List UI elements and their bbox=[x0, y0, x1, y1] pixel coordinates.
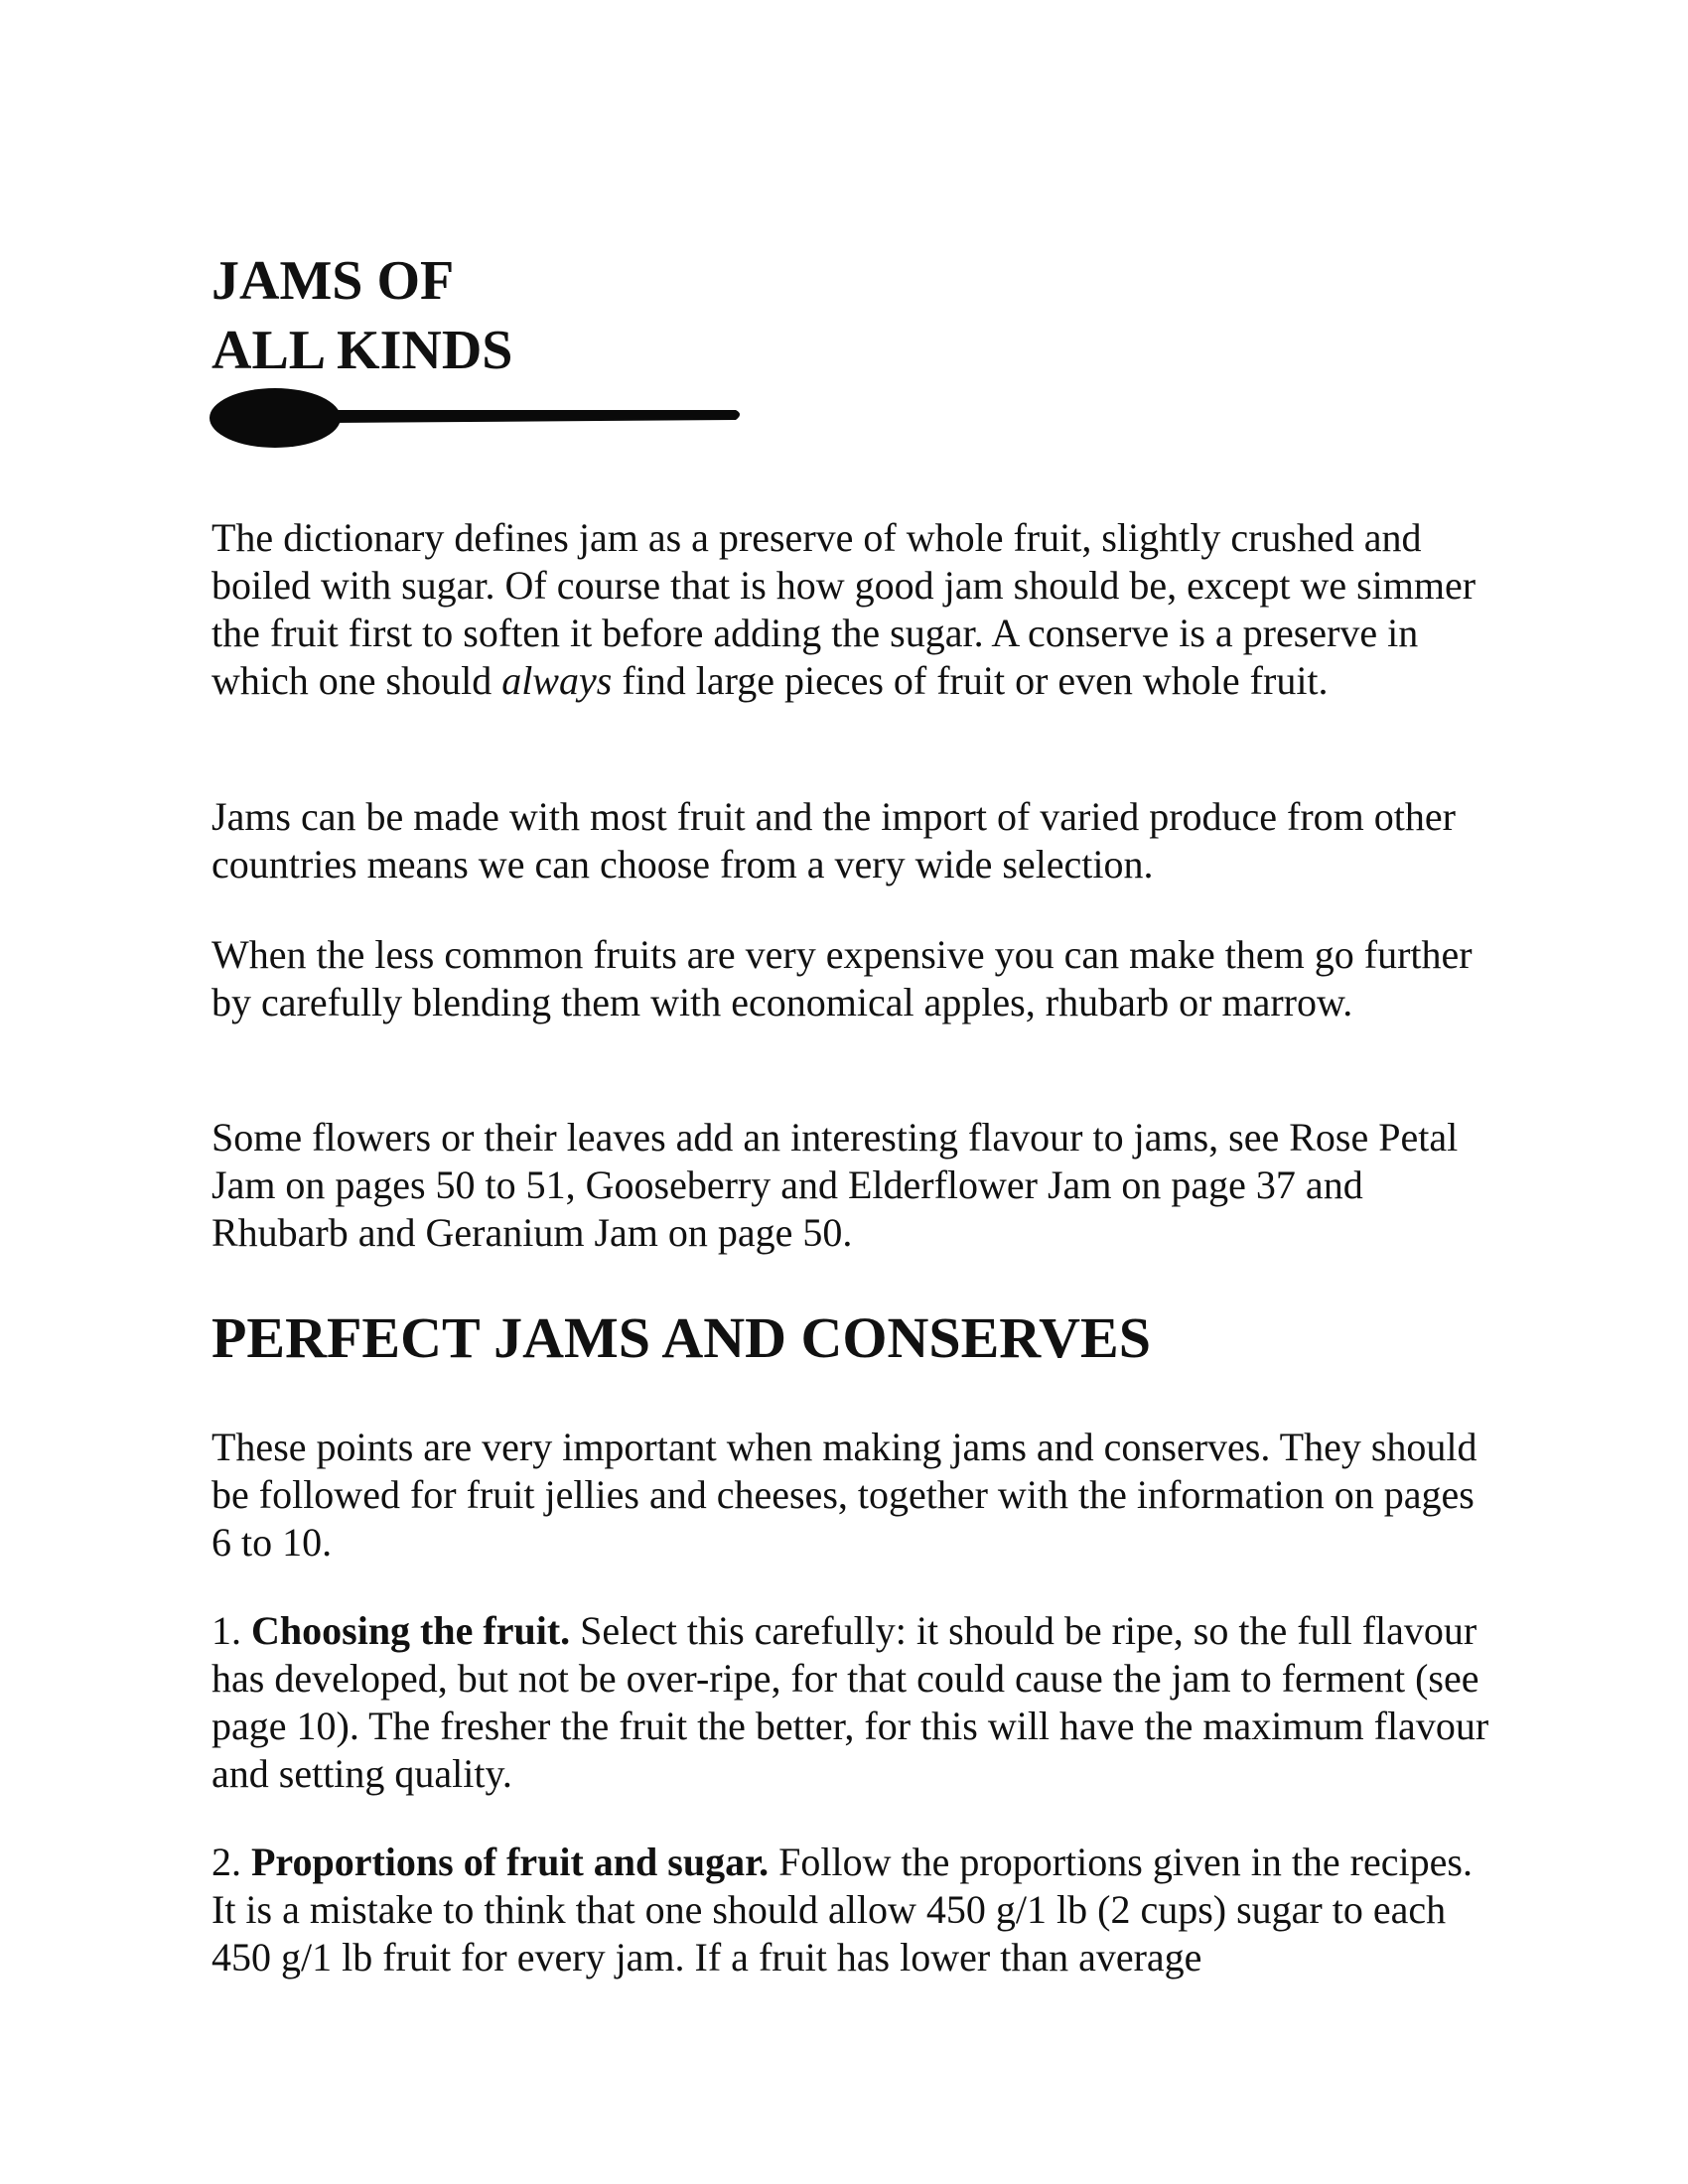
intro-paragraph-1 bbox=[211, 514, 1502, 705]
point-text: Follow the proportions given in the recipes. It is a mistake to think that one should allow 450 g/1 lb (2 cups) sugar to each 450 g/1 lb fruit for every jam. If a fruit has lower than average bbox=[211, 1840, 1473, 1979]
emphasis-always: always bbox=[501, 658, 613, 703]
section-intro: These points are very important when making jams and conserves. They should be followed for fruit jellies and cheeses, together with the information on pages 6 to 10. bbox=[211, 1425, 1477, 1565]
point-choosing-fruit bbox=[211, 1607, 1502, 1798]
point-number: 1. bbox=[211, 1608, 251, 1653]
intro-paragraph-4: Some flowers or their leaves add an interesting flavour to jams, see Rose Petal Jam on pages 50 to 51, Gooseberry and Elderflower Jam on page 37 and Rhubarb and Geranium Jam on page 50. bbox=[211, 1115, 1459, 1255]
page-title-line-2: ALL KINDS bbox=[211, 320, 513, 381]
spoon-icon bbox=[210, 383, 746, 453]
document-page bbox=[211, 0, 1502, 2184]
intro-paragraph-3: When the less common fruits are very expensive you can make them go further by carefully blending them with economical apples, rhubarb or marrow. bbox=[211, 932, 1473, 1024]
intro-paragraph-1-text-b: find large pieces of fruit or even whole fruit. bbox=[612, 658, 1329, 703]
point-text: Select this carefully: it should be ripe, so the full flavour has developed, but not be over-ripe, for that could cause the jam to ferment (see page 10). The fresher the fruit the better, for this will have the maximum flavour and setting quality. bbox=[211, 1608, 1489, 1796]
page-title bbox=[211, 246, 512, 385]
point-label: Choosing the fruit. bbox=[251, 1608, 571, 1653]
intro-paragraph-2: Jams can be made with most fruit and the import of varied produce from other countries means we can choose from a very wide selection. bbox=[211, 794, 1456, 887]
page-title-line-1: JAMS OF bbox=[211, 250, 455, 312]
point-proportions bbox=[211, 1839, 1502, 1981]
intro-paragraph-1-text-a: The dictionary defines jam as a preserve of whole fruit, slightly crushed and boiled with sugar. Of course that is how good jam should be, except we simmer the fruit first to soften it before adding the sugar. A conserve is a preserve in which one should bbox=[211, 515, 1477, 703]
point-number: 2. bbox=[211, 1840, 251, 1884]
point-label: Proportions of fruit and sugar. bbox=[251, 1840, 770, 1884]
section-heading: PERFECT JAMS AND CONSERVES bbox=[211, 1305, 1151, 1370]
